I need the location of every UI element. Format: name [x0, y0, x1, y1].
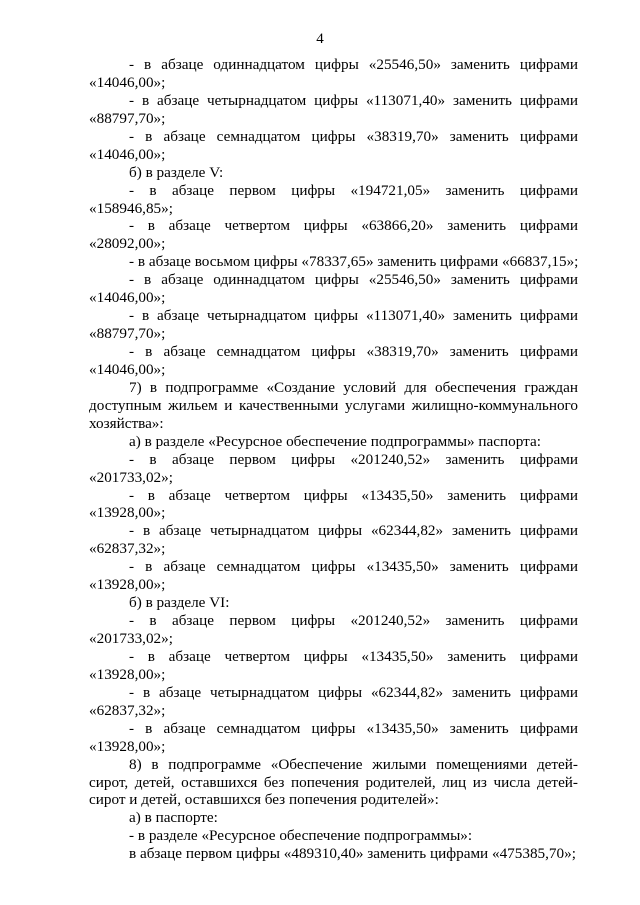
text-line: 7) в подпрограмме «Создание условий для обеспечения граждан	[129, 378, 578, 396]
text-line: - в абзаце семнадцатом цифры «38319,70» заменить цифрами	[129, 127, 578, 145]
text-line: «88797,70»;	[89, 109, 166, 127]
text-line: в абзаце первом цифры «489310,40» заменить цифрами «475385,70»;	[129, 845, 576, 863]
text-line: «13928,00»;	[89, 665, 166, 683]
text-line: - в абзаце четвертом цифры «63866,20» заменить цифрами	[129, 217, 578, 235]
text-line: сирот и детей, оставшихся без попечения родителей»:	[89, 791, 439, 809]
text-line: «28092,00»;	[89, 235, 166, 253]
text-line: а) в паспорте:	[129, 809, 218, 827]
text-line: - в абзаце первом цифры «201240,52» заменить цифрами	[129, 450, 578, 468]
text-line: сирот, детей, оставшихся без попечения родителей, лиц из числа детей-	[89, 773, 578, 791]
text-line: «201733,02»;	[89, 630, 173, 647]
text-line: «201733,02»;	[89, 468, 173, 486]
text-line: - в абзаце семнадцатом цифры «13435,50» заменить цифрами	[129, 719, 578, 737]
text-line: доступным жильем и качественными услугами жилищно-коммунального	[89, 396, 578, 414]
text-line: - в разделе «Ресурсное обеспечение подпрограммы»:	[129, 827, 473, 845]
text-line: б) в разделе VI:	[129, 594, 230, 612]
text-line: «13928,00»;	[89, 737, 166, 755]
text-line: - в абзаце четырнадцатом цифры «62344,82» заменить цифрами	[129, 683, 578, 701]
text-line: а) в разделе «Ресурсное обеспечение подпрограммы» паспорта:	[129, 432, 541, 450]
text-line: «14046,00»;	[89, 145, 166, 163]
text-line: «14046,00»;	[89, 73, 166, 91]
page-number: 4	[316, 31, 324, 47]
text-line: - в абзаце одиннадцатом цифры «25546,50» заменить цифрами	[129, 271, 578, 289]
document-body	[89, 56, 578, 863]
text-line: «13928,00»;	[89, 504, 166, 522]
text-line: «62837,32»;	[89, 540, 166, 558]
text-line: «14046,00»;	[89, 289, 166, 307]
text-line: - в абзаце четырнадцатом цифры «113071,40» заменить цифрами	[129, 91, 578, 109]
text-line: 8) в подпрограмме «Обеспечение жилыми помещениями детей-	[129, 755, 578, 773]
text-line: - в абзаце первом цифры «201240,52» заменить цифрами	[129, 612, 578, 630]
text-line: - в абзаце четвертом цифры «13435,50» заменить цифрами	[129, 647, 578, 665]
text-line: - в абзаце восьмом цифры «78337,65» заменить цифрами «66837,15»;	[129, 253, 579, 271]
text-line: б) в разделе V:	[129, 163, 224, 181]
text-line: - в абзаце четырнадцатом цифры «62344,82» заменить цифрами	[129, 522, 578, 540]
text-line: «13928,00»;	[89, 576, 166, 594]
text-line: - в абзаце семнадцатом цифры «13435,50» заменить цифрами	[129, 558, 578, 576]
text-line: - в абзаце четырнадцатом цифры «113071,40» заменить цифрами	[129, 307, 578, 325]
text-line: «14046,00»;	[89, 360, 166, 378]
text-line: «62837,32»;	[89, 701, 166, 719]
text-line: «88797,70»;	[89, 325, 166, 343]
text-line: хозяйства»:	[89, 414, 164, 432]
text-line: - в абзаце одиннадцатом цифры «25546,50» заменить цифрами	[129, 56, 578, 73]
text-line: «158946,85»;	[89, 199, 173, 217]
text-line: - в абзаце четвертом цифры «13435,50» заменить цифрами	[129, 486, 578, 504]
text-line: - в абзаце семнадцатом цифры «38319,70» заменить цифрами	[129, 343, 578, 360]
text-line: - в абзаце первом цифры «194721,05» заменить цифрами	[129, 181, 578, 199]
